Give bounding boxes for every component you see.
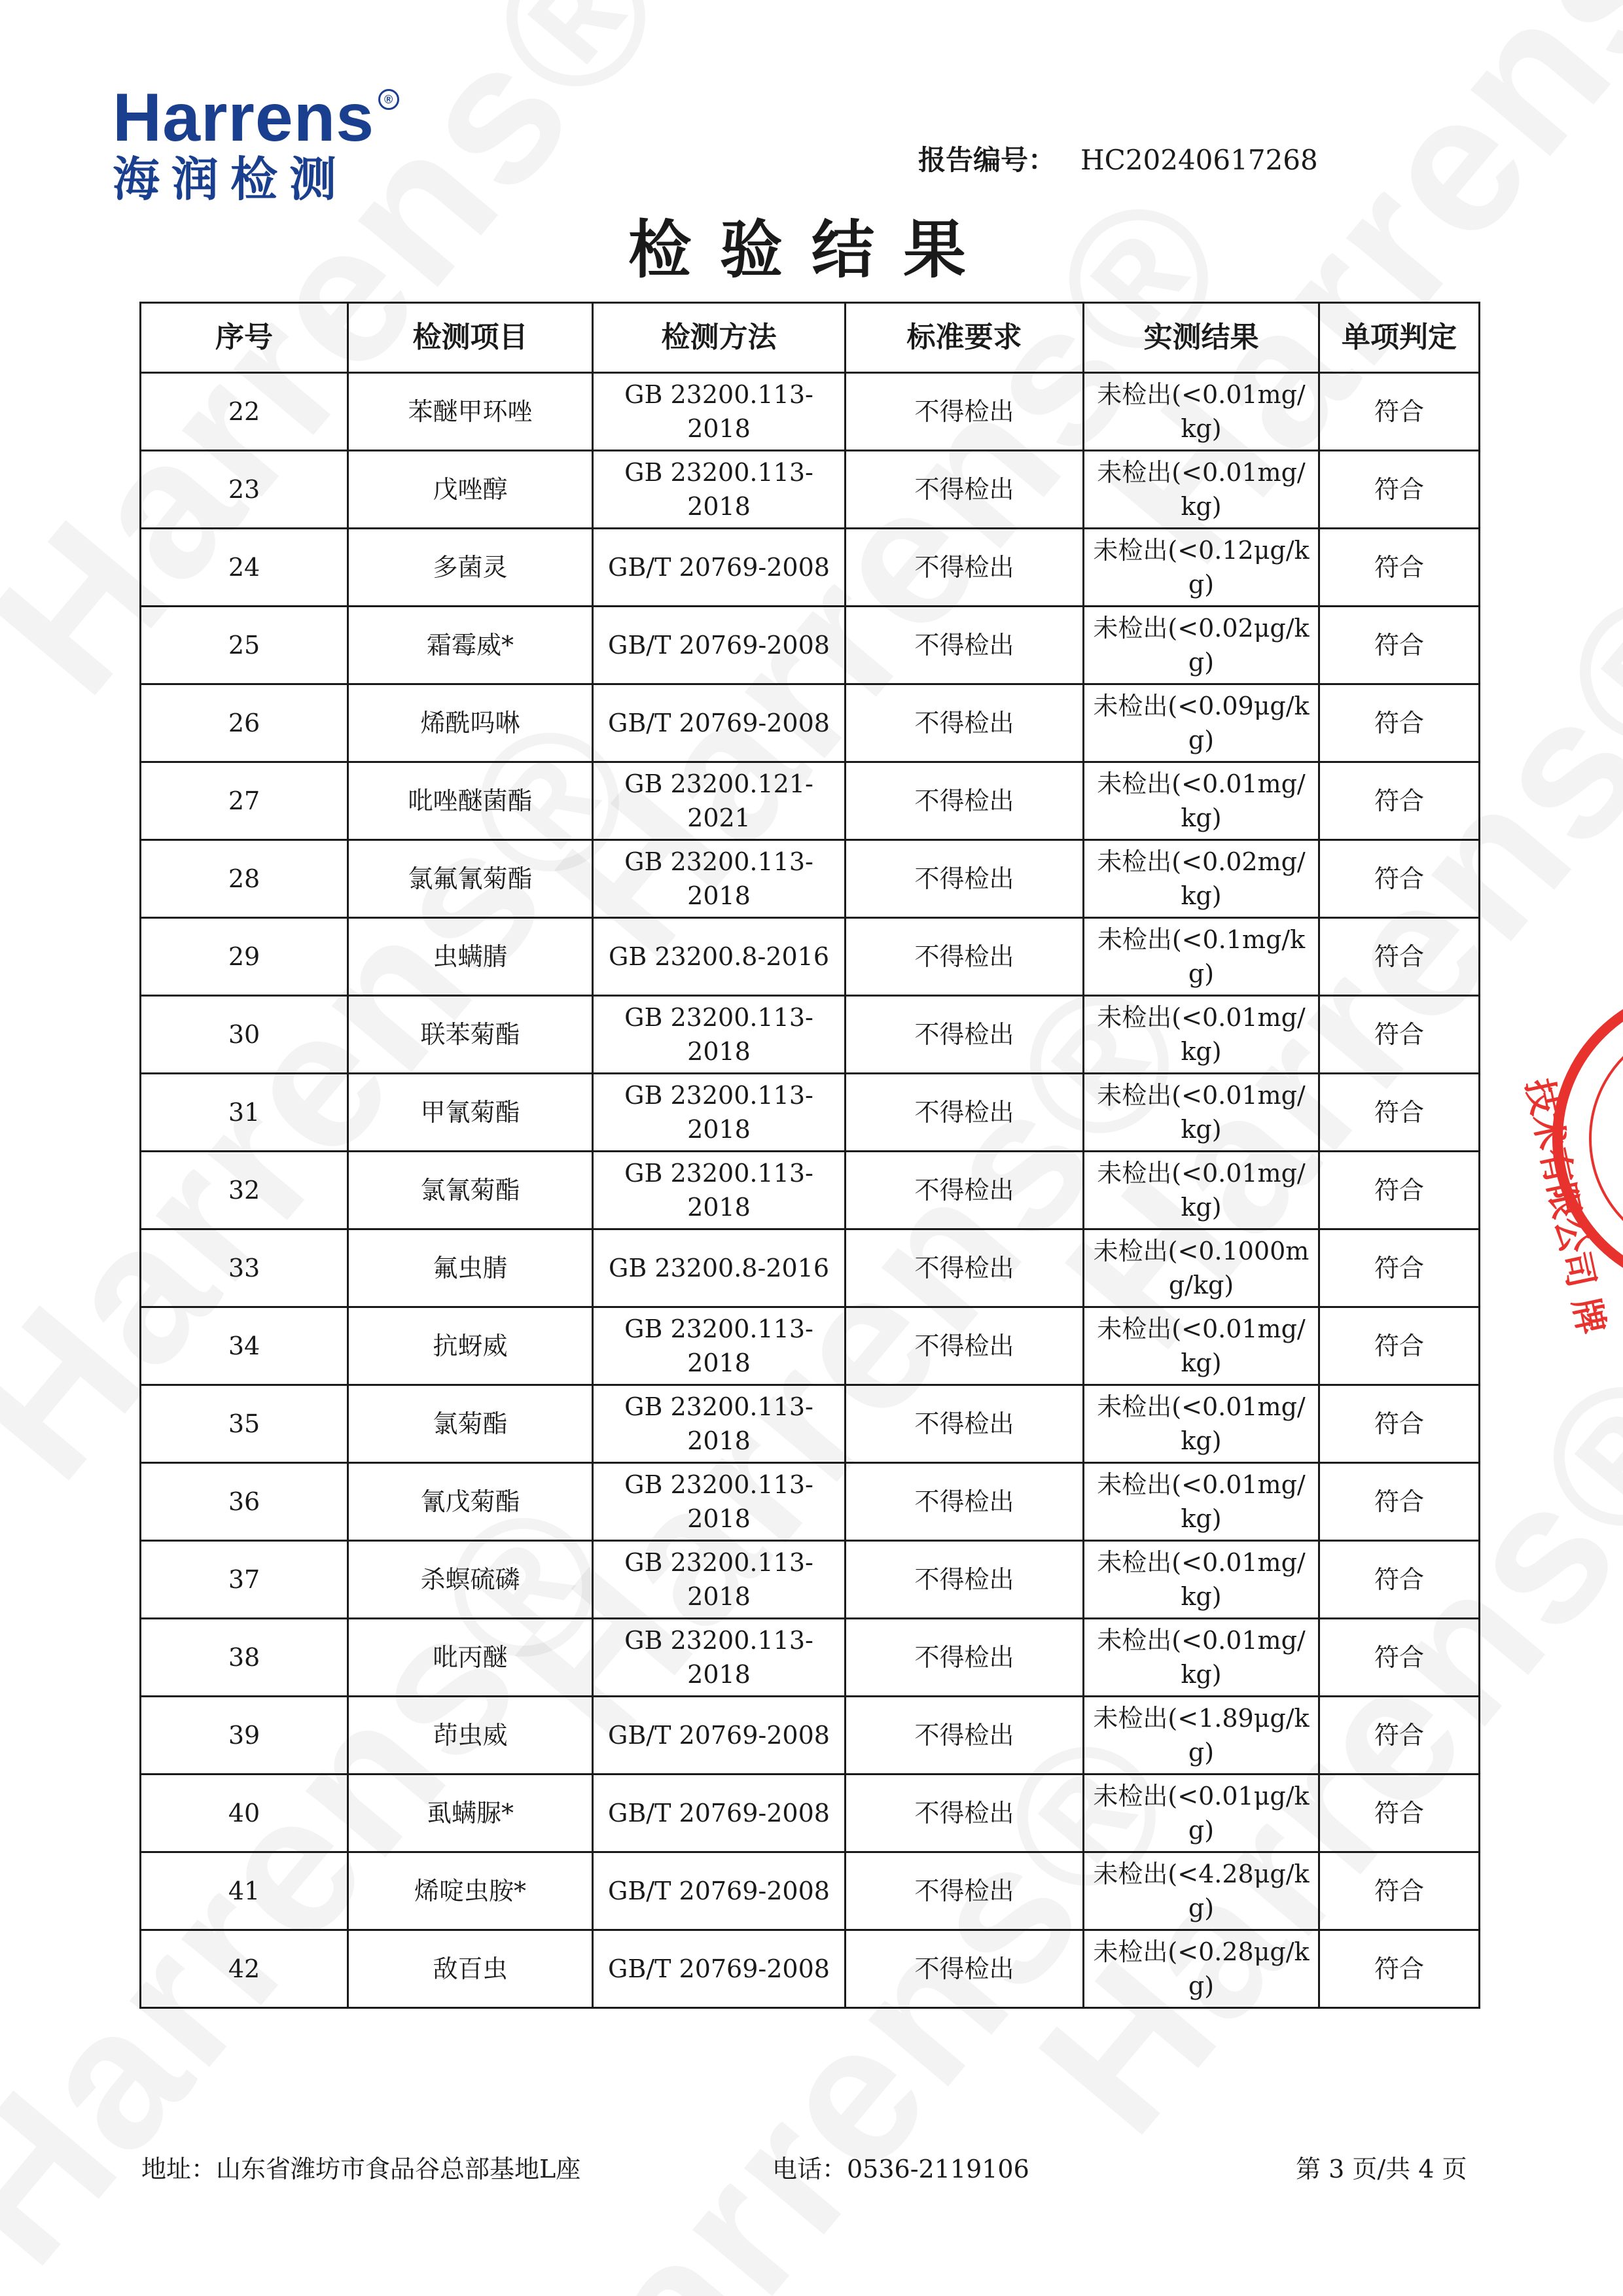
requirement-cell: 不得检出: [846, 1074, 1084, 1152]
result-cell: [1084, 1697, 1319, 1775]
verdict-cell: 符合: [1319, 1152, 1480, 1229]
verdict-cell: 符合: [1319, 762, 1480, 840]
table-row: [141, 1074, 1480, 1152]
test-method-cell: GB 23200.113-2018: [593, 1619, 846, 1697]
requirement-cell: 不得检出: [846, 1152, 1084, 1229]
result-cell: [1084, 1385, 1319, 1463]
table-row: [141, 684, 1480, 762]
footer-phone: 电话：0536-2119106: [772, 2155, 1029, 2183]
result-text: 未检出(<0.1000mg/kg): [1093, 1237, 1310, 1299]
result-text: 未检出(<0.01mg/kg): [1097, 1470, 1306, 1533]
test-method-cell: GB/T 20769-2008: [593, 1852, 846, 1930]
table-row: [141, 918, 1480, 996]
test-method-cell: GB 23200.121-2021: [593, 762, 846, 840]
table-row: [141, 1229, 1480, 1307]
verdict-cell: 符合: [1319, 1930, 1480, 2008]
row-number-cell: 34: [141, 1307, 348, 1385]
test-method-cell: GB 23200.8-2016: [593, 918, 846, 996]
result-cell: [1084, 1541, 1319, 1619]
row-number-cell: 26: [141, 684, 348, 762]
test-item-cell: 氯菊酯: [348, 1385, 593, 1463]
report-number: [918, 143, 1318, 178]
test-method-cell: GB 23200.113-2018: [593, 996, 846, 1074]
row-number-cell: 42: [141, 1930, 348, 2008]
result-text: 未检出(<0.01mg/kg): [1097, 1626, 1306, 1689]
test-method-cell: GB/T 20769-2008: [593, 684, 846, 762]
verdict-cell: 符合: [1319, 1229, 1480, 1307]
row-number-cell: 32: [141, 1152, 348, 1229]
requirement-cell: 不得检出: [846, 1930, 1084, 2008]
table-row: [141, 373, 1480, 451]
verdict-cell: 符合: [1319, 1463, 1480, 1541]
test-method-cell: GB/T 20769-2008: [593, 607, 846, 684]
requirement-cell: 不得检出: [846, 1385, 1084, 1463]
row-number-cell: 31: [141, 1074, 348, 1152]
row-number-cell: 38: [141, 1619, 348, 1697]
report-number-label: 报告编号：: [918, 144, 1056, 176]
test-item-cell: 霜霉威*: [348, 607, 593, 684]
requirement-cell: 不得检出: [846, 373, 1084, 451]
row-number-cell: 33: [141, 1229, 348, 1307]
test-item-cell: 杀螟硫磷: [348, 1541, 593, 1619]
test-item-cell: 吡唑醚菌酯: [348, 762, 593, 840]
requirement-cell: 不得检出: [846, 840, 1084, 918]
table-row: [141, 451, 1480, 529]
table-row: [141, 1930, 1480, 2008]
requirement-cell: 不得检出: [846, 1775, 1084, 1852]
test-item-cell: 甲氰菊酯: [348, 1074, 593, 1152]
header-cell: 检测项目: [348, 303, 593, 373]
verdict-cell: 符合: [1319, 1541, 1480, 1619]
requirement-cell: 不得检出: [846, 996, 1084, 1074]
company-logo: [113, 80, 394, 207]
table-row: [141, 996, 1480, 1074]
verdict-cell: 符合: [1319, 529, 1480, 607]
requirement-cell: 不得检出: [846, 1463, 1084, 1541]
row-number-cell: 27: [141, 762, 348, 840]
test-item-cell: 敌百虫: [348, 1930, 593, 2008]
result-cell: [1084, 918, 1319, 996]
header-cell: 标准要求: [846, 303, 1084, 373]
row-number-cell: 28: [141, 840, 348, 918]
result-text: 未检出(<0.01mg/kg): [1097, 380, 1306, 443]
requirement-cell: 不得检出: [846, 1697, 1084, 1775]
table-row: [141, 607, 1480, 684]
table-row: [141, 1697, 1480, 1775]
test-item-cell: 烯啶虫胺*: [348, 1852, 593, 1930]
result-cell: [1084, 1152, 1319, 1229]
result-cell: [1084, 529, 1319, 607]
requirement-cell: 不得检出: [846, 607, 1084, 684]
test-method-cell: GB 23200.113-2018: [593, 373, 846, 451]
footer-address: 地址：山东省潍坊市食品谷总部基地L座: [141, 2155, 581, 2183]
result-text: 未检出(<0.01mg/kg): [1097, 1315, 1306, 1377]
table-row: [141, 1307, 1480, 1385]
result-text: 未检出(<0.12μg/kg): [1093, 536, 1310, 599]
verdict-cell: 符合: [1319, 1775, 1480, 1852]
test-method-cell: GB 23200.113-2018: [593, 1541, 846, 1619]
table-row: [141, 1852, 1480, 1930]
verdict-cell: 符合: [1319, 1697, 1480, 1775]
row-number-cell: 22: [141, 373, 348, 451]
result-text: 未检出(<4.28μg/kg): [1093, 1860, 1310, 1922]
row-number-cell: 41: [141, 1852, 348, 1930]
result-text: 未检出(<0.02μg/kg): [1093, 614, 1310, 677]
test-item-cell: 氟虫腈: [348, 1229, 593, 1307]
result-text: 未检出(<0.01mg/kg): [1097, 1159, 1306, 1222]
result-text: 未检出(<0.01mg/kg): [1097, 1003, 1306, 1066]
table-row: [141, 1775, 1480, 1852]
verdict-cell: 符合: [1319, 1307, 1480, 1385]
result-text: 未检出(<0.02mg/kg): [1097, 847, 1306, 910]
verdict-cell: 符合: [1319, 451, 1480, 529]
result-cell: [1084, 762, 1319, 840]
requirement-cell: 不得检出: [846, 684, 1084, 762]
requirement-cell: 不得检出: [846, 918, 1084, 996]
result-cell: [1084, 1775, 1319, 1852]
table-row: [141, 1385, 1480, 1463]
header-cell: 单项判定: [1319, 303, 1480, 373]
verdict-cell: 符合: [1319, 1074, 1480, 1152]
result-cell: [1084, 996, 1319, 1074]
result-cell: [1084, 1930, 1319, 2008]
test-method-cell: GB 23200.113-2018: [593, 1074, 846, 1152]
test-method-cell: GB 23200.8-2016: [593, 1229, 846, 1307]
result-cell: [1084, 373, 1319, 451]
result-text: 未检出(<0.01mg/kg): [1097, 458, 1306, 521]
test-item-cell: 虫螨腈: [348, 918, 593, 996]
logo-name-cn: 海润检测: [113, 152, 349, 207]
requirement-cell: 不得检出: [846, 1229, 1084, 1307]
table-row: [141, 840, 1480, 918]
verdict-cell: 符合: [1319, 918, 1480, 996]
result-cell: [1084, 1463, 1319, 1541]
test-method-cell: GB 23200.113-2018: [593, 451, 846, 529]
test-item-cell: 多菌灵: [348, 529, 593, 607]
result-cell: [1084, 1852, 1319, 1930]
row-number-cell: 24: [141, 529, 348, 607]
official-seal-text: 技术有限公司 牌: [1518, 1075, 1613, 1338]
test-item-cell: 联苯菊酯: [348, 996, 593, 1074]
verdict-cell: 符合: [1319, 1385, 1480, 1463]
result-text: 未检出(<0.01μg/kg): [1093, 1782, 1310, 1845]
row-number-cell: 30: [141, 996, 348, 1074]
test-method-cell: GB 23200.113-2018: [593, 1307, 846, 1385]
table-row: [141, 1463, 1480, 1541]
test-item-cell: 戊唑醇: [348, 451, 593, 529]
header-cell: 实测结果: [1084, 303, 1319, 373]
test-item-cell: 烯酰吗啉: [348, 684, 593, 762]
test-item-cell: 吡丙醚: [348, 1619, 593, 1697]
result-text: 未检出(<0.01mg/kg): [1097, 1392, 1306, 1455]
test-method-cell: GB/T 20769-2008: [593, 1697, 846, 1775]
verdict-cell: 符合: [1319, 996, 1480, 1074]
verdict-cell: 符合: [1319, 1852, 1480, 1930]
footer-page-number: 第 3 页/共 4 页: [1296, 2155, 1467, 2183]
result-text: 未检出(<0.01mg/kg): [1097, 1081, 1306, 1144]
result-text: 未检出(<1.89μg/kg): [1093, 1704, 1310, 1767]
test-method-cell: GB 23200.113-2018: [593, 1463, 846, 1541]
row-number-cell: 37: [141, 1541, 348, 1619]
result-text: 未检出(<0.09μg/kg): [1093, 692, 1310, 754]
requirement-cell: 不得检出: [846, 451, 1084, 529]
report-number-value: HC20240617268: [1080, 144, 1318, 176]
result-text: 未检出(<0.1mg/kg): [1097, 925, 1306, 988]
verdict-cell: 符合: [1319, 1619, 1480, 1697]
result-cell: [1084, 684, 1319, 762]
result-cell: [1084, 1229, 1319, 1307]
registered-mark-icon: ®: [378, 89, 399, 110]
table-row: [141, 1541, 1480, 1619]
test-method-cell: GB/T 20769-2008: [593, 529, 846, 607]
test-method-cell: GB/T 20769-2008: [593, 1930, 846, 2008]
result-cell: [1084, 1619, 1319, 1697]
requirement-cell: 不得检出: [846, 1852, 1084, 1930]
result-text: 未检出(<0.01mg/kg): [1097, 769, 1306, 832]
result-cell: [1084, 1074, 1319, 1152]
test-item-cell: 氰戊菊酯: [348, 1463, 593, 1541]
requirement-cell: 不得检出: [846, 1307, 1084, 1385]
verdict-cell: 符合: [1319, 607, 1480, 684]
verdict-cell: 符合: [1319, 840, 1480, 918]
test-item-cell: 氯氰菊酯: [348, 1152, 593, 1229]
header-cell: 检测方法: [593, 303, 846, 373]
result-cell: [1084, 840, 1319, 918]
result-text: 未检出(<0.28μg/kg): [1093, 1937, 1310, 2000]
table-row: [141, 1152, 1480, 1229]
row-number-cell: 36: [141, 1463, 348, 1541]
requirement-cell: 不得检出: [846, 762, 1084, 840]
table-row: [141, 1619, 1480, 1697]
test-method-cell: GB 23200.113-2018: [593, 1152, 846, 1229]
result-cell: [1084, 451, 1319, 529]
page-title: 检验结果: [628, 213, 995, 287]
test-item-cell: 氯氟氰菊酯: [348, 840, 593, 918]
test-method-cell: GB 23200.113-2018: [593, 840, 846, 918]
row-number-cell: 39: [141, 1697, 348, 1775]
requirement-cell: 不得检出: [846, 1541, 1084, 1619]
row-number-cell: 29: [141, 918, 348, 996]
requirement-cell: 不得检出: [846, 529, 1084, 607]
test-item-cell: 虱螨脲*: [348, 1775, 593, 1852]
requirement-cell: 不得检出: [846, 1619, 1084, 1697]
test-item-cell: 抗蚜威: [348, 1307, 593, 1385]
test-item-cell: 茚虫威: [348, 1697, 593, 1775]
header-cell: 序号: [141, 303, 348, 373]
verdict-cell: 符合: [1319, 684, 1480, 762]
logo-name-en: Harrens ®: [113, 84, 374, 152]
results-table: [139, 302, 1480, 2009]
test-method-cell: GB 23200.113-2018: [593, 1385, 846, 1463]
row-number-cell: 40: [141, 1775, 348, 1852]
result-text: 未检出(<0.01mg/kg): [1097, 1548, 1306, 1611]
test-method-cell: GB/T 20769-2008: [593, 1775, 846, 1852]
verdict-cell: 符合: [1319, 373, 1480, 451]
test-item-cell: 苯醚甲环唑: [348, 373, 593, 451]
result-cell: [1084, 607, 1319, 684]
result-cell: [1084, 1307, 1319, 1385]
row-number-cell: 25: [141, 607, 348, 684]
table-header-row: [141, 303, 1480, 373]
row-number-cell: 35: [141, 1385, 348, 1463]
row-number-cell: 23: [141, 451, 348, 529]
official-seal-stamp: [1518, 985, 1623, 1338]
table-row: [141, 529, 1480, 607]
table-row: [141, 762, 1480, 840]
